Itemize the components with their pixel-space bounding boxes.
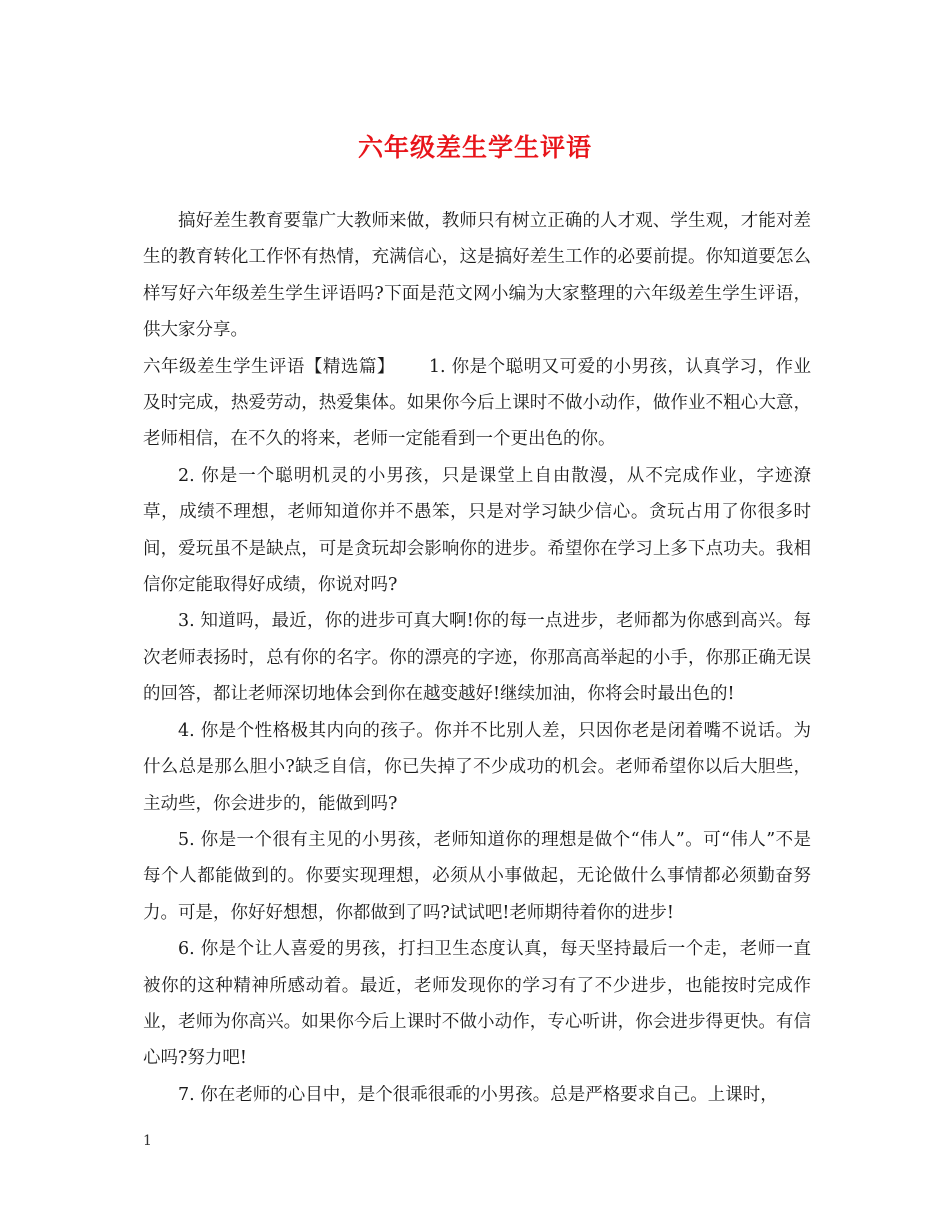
list-item-1: 1. 你是个聪明又可爱的小男孩，认真学习，作业及时完成，热爱劳动，热爱集体。如果你今后上课时不做小动作，做作业不粗心大意，老师相信，在不久的将来，老师一定能看到一个更出色的你。 — [143, 356, 811, 450]
list-item-3: 3. 知道吗，最近，你的进步可真大啊!你的每一点进步，老师都为你感到高兴。每次老师表扬时，总有你的名字。你的漂亮的字迹，你那高高举起的小手，你那正确无误的回答，都让老师深切地体会到你在越变越好!继续加油，你将会时最出色的! — [143, 611, 811, 705]
intro-paragraph: 搞好差生教育要靠广大教师来做，教师只有树立正确的人才观、学生观，才能对差生的教育转化工作怀有热情，充满信心，这是搞好差生工作的必要前提。你知道要怎么样写好六年级差生学生评语吗?下面是范文网小编为大家整理的六年级差生学生评语，供大家分享。 — [143, 211, 811, 341]
document-title: 六年级差生学生评语 — [357, 133, 592, 162]
section-paragraph — [143, 349, 811, 458]
document-body — [143, 203, 811, 1113]
list-item-5: 5. 你是一个很有主见的小男孩，老师知道你的理想是做个“伟人”。可“伟人”不是每个人都能做到的。你要实现理想，必须从小事做起，无论做什么事情都必须勤奋努力。可是，你好好想想，你都做到了吗?试试吧!老师期待着你的进步! — [143, 829, 811, 923]
list-item-7: 7. 你在老师的心目中，是个很乖很乖的小男孩。总是严格要求自己。上课时， — [178, 1084, 778, 1105]
section-heading: 六年级差生学生评语【精选篇】 — [143, 356, 395, 377]
list-item-6: 6. 你是个让人喜爱的男孩，打扫卫生态度认真，每天坚持最后一个走，老师一直被你的这种精神所感动着。最近，老师发现你的学习有了不少进步，也能按时完成作业，老师为你高兴。如果你今后上课时不做小动作，专心听讲，你会进步得更快。有信心吗?努力吧! — [143, 939, 811, 1069]
list-item-4: 4. 你是个性格极其内向的孩子。你并不比别人差，只因你老是闭着嘴不说话。为什么总是那么胆小?缺乏自信，你已失掉了不少成功的机会。老师希望你以后大胆些，主动些，你会进步的，能做到吗? — [143, 720, 811, 814]
list-item-2: 2. 你是一个聪明机灵的小男孩，只是课堂上自由散漫，从不完成作业，字迹潦草，成绩不理想，老师知道你并不愚笨，只是对学习缺少信心。贪玩占用了你很多时间，爱玩虽不是缺点，可是贪玩却会影响你的进步。希望你在学习上多下点功夫。我相信你定能取得好成绩，你说对吗? — [143, 465, 811, 596]
page-number: 1 — [143, 1133, 152, 1149]
